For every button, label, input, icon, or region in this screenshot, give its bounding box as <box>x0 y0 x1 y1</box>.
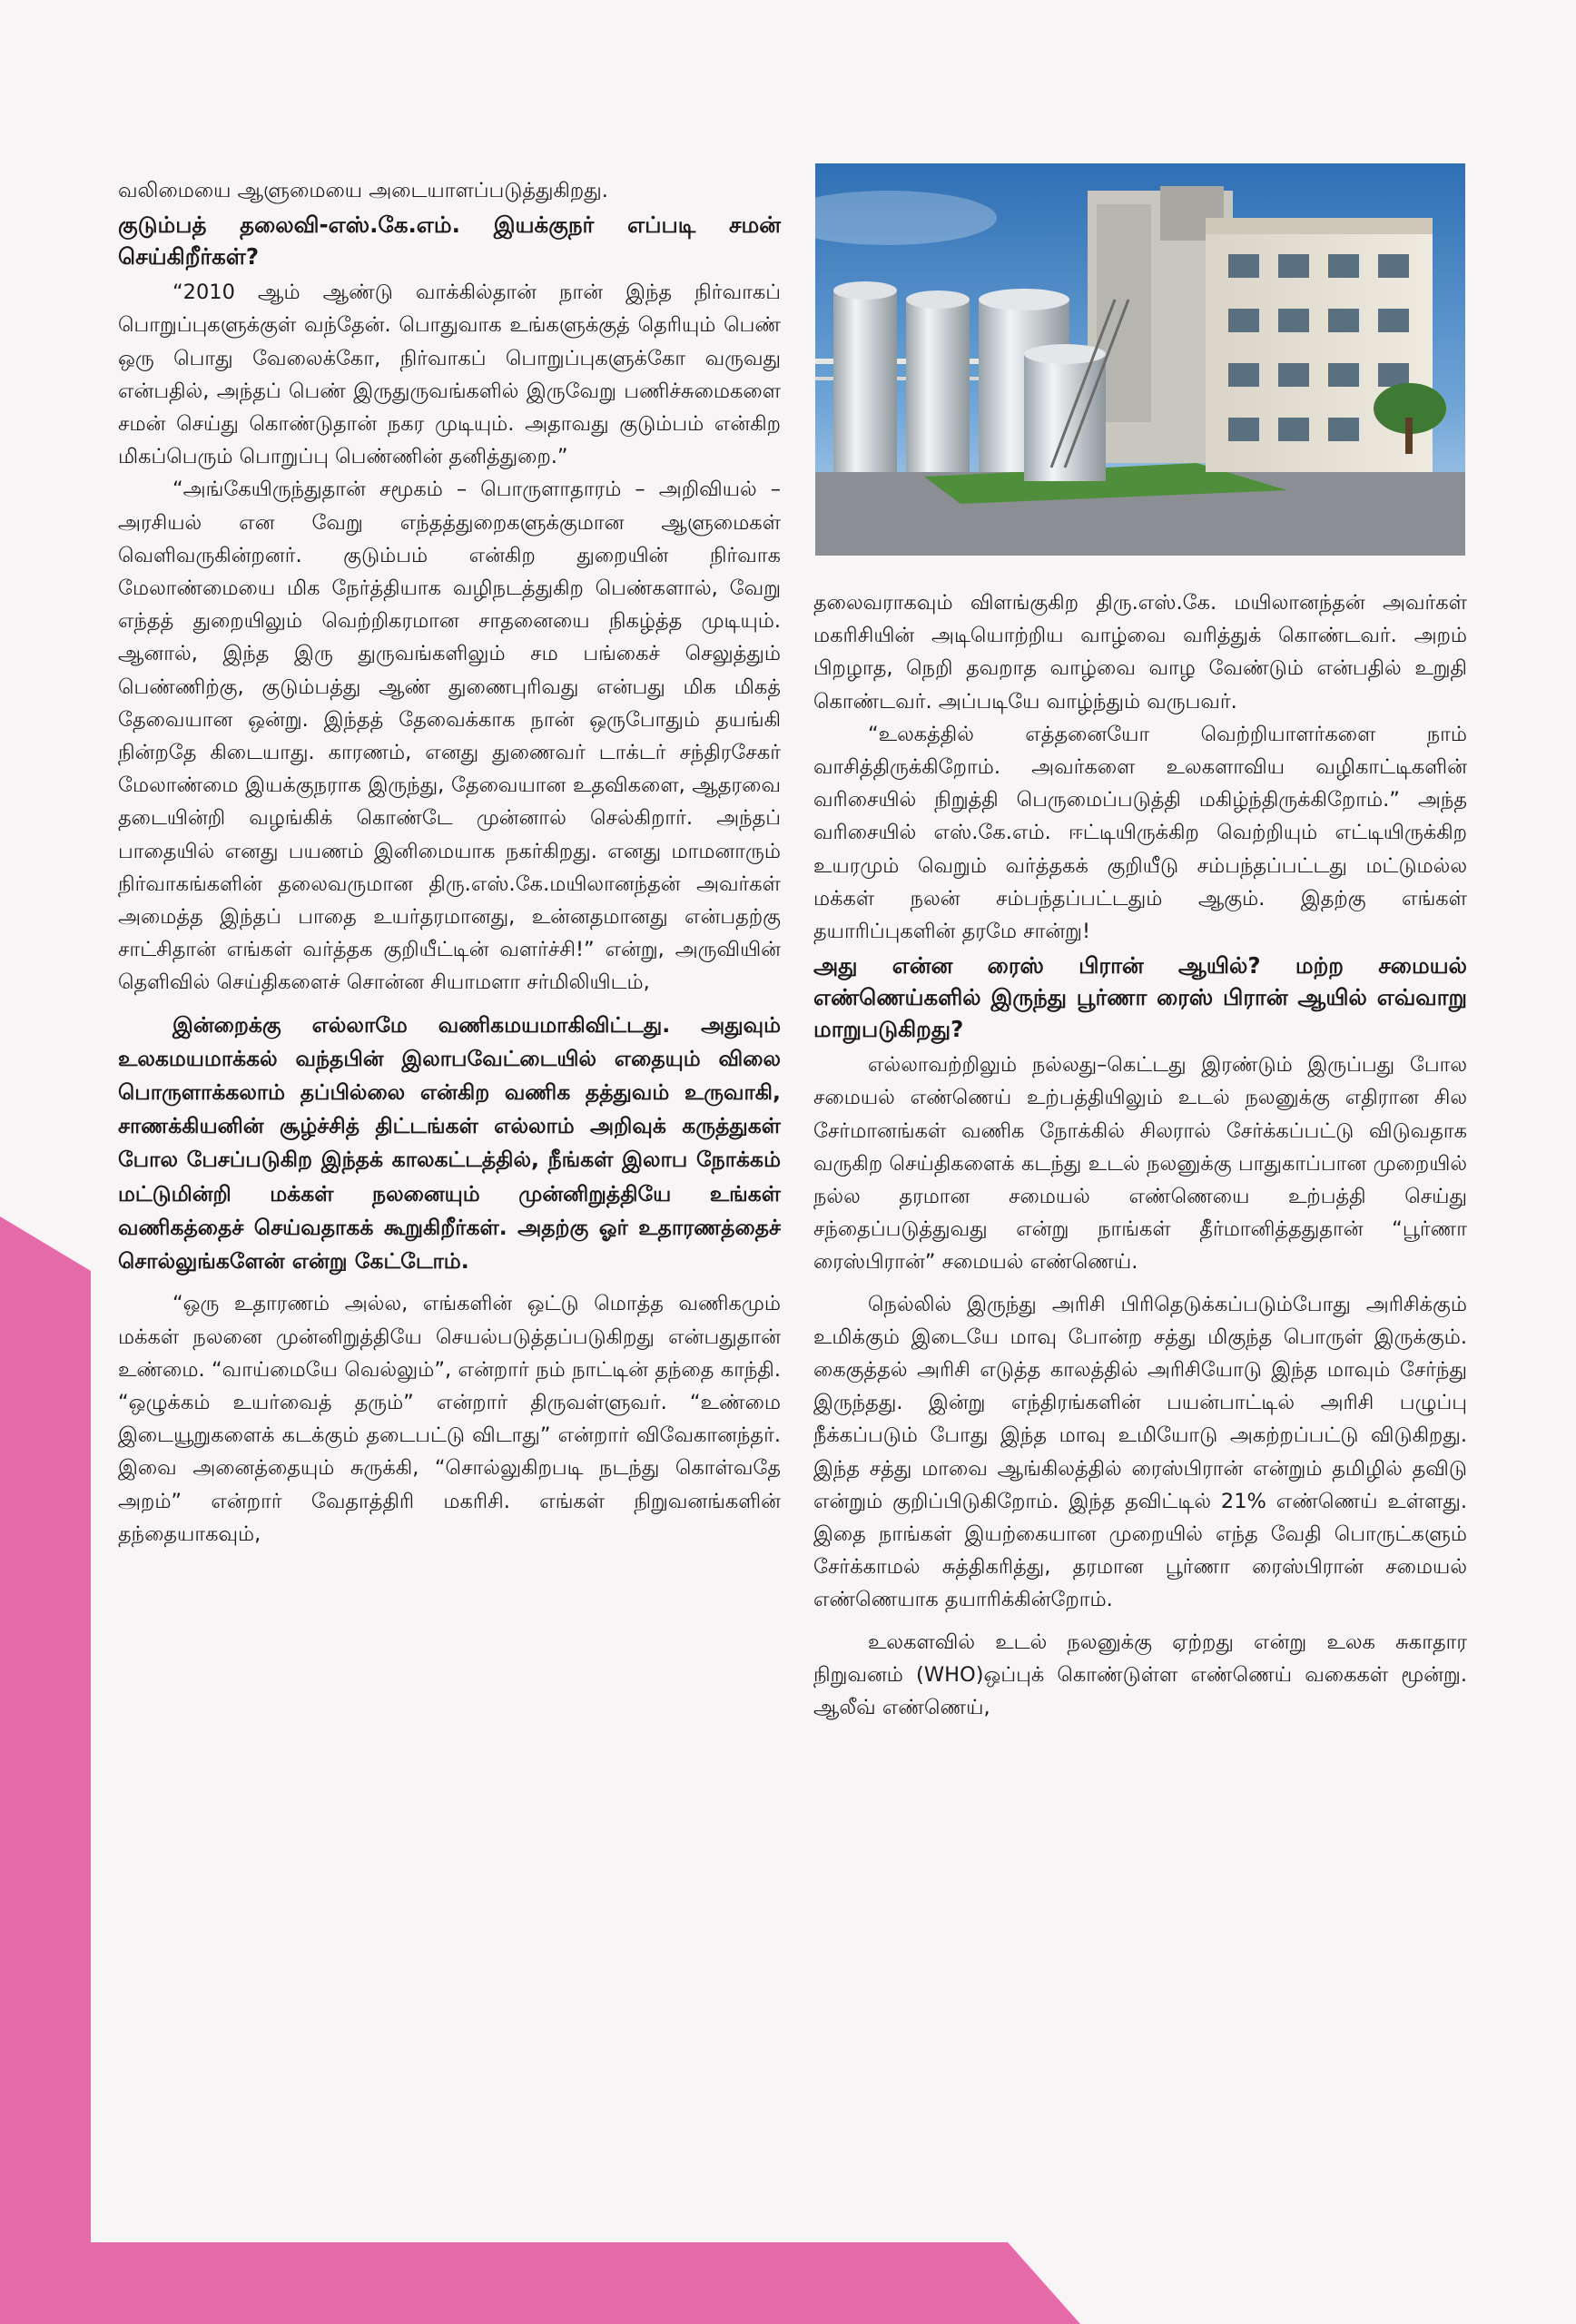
question-balance: குடும்பத் தலைவி-எஸ்.கே.எம். இயக்குநர் எப்படி சமன் செய்கிறீர்கள்? <box>118 212 781 271</box>
pink-bottom-band <box>0 2242 1080 2324</box>
right-column <box>813 586 1467 1724</box>
paragraph-right-3: எல்லாவற்றிலும் நல்லது–கெட்டது இரண்டும் இருப்பது போல சமையல் எண்ணெய் உற்பத்தியிலும் உடல் நலனுக்கு எதிரான சில சேர்மானங்கள் வணிக நோக்கில் சிலரால் சேர்க்கப்பட்டு விடுவதாக வருகிற செய்திகளைக் கடந்து உடல் நலனுக்கு பாதுகாப்பான முறையில் நல்ல தரமான சமையல் எண்ணெயை உற்பத்தி செய்து சந்தைப்படுத்துவது என்று நாங்கள் தீர்மானித்ததுதான் “பூர்ணா ரைஸ்பிரான்” சமையல் எண்ணெய். <box>813 1053 1467 1275</box>
paragraph-right-2: “உலகத்தில் எத்தனையோ வெற்றியாளர்களை நாம் வாசித்திருக்கிறோம். அவர்களை உலகளாவிய வழிகாட்டிகளின் வரிசையில் நிறுத்தி பெருமைப்படுத்தி மகிழ்ந்திருக்கிறோம்.” அந்த வரிசையில் எஸ்.கே.எம். ஈட்டியிருக்கிற வெற்றியும் எட்டியிருக்கிற உயரமும் வெறும் வர்த்தகக் குறியீடு சம்பந்தப்பட்டது மட்டுமல்ல மக்கள் நலன் சம்பந்தப்பட்டதும் ஆகும். இதற்கு எங்கள் தயாரிப்புகளின் தரமே சான்று! <box>813 722 1467 944</box>
paragraph-right-4: நெல்லில் இருந்து அரிசி பிரிதெடுக்கப்படும்போது அரிசிக்கும் உமிக்கும் இடையே மாவு போன்ற சத்து மிகுந்த பொருள் இருக்கும். கைகுத்தல் அரிசி எடுத்த காலத்தில் அரிசியோடு இந்த மாவும் சேர்ந்து இருந்தது. இன்று எந்திரங்களின் பயன்பாட்டில் அரிசி பழுப்பு நீக்கப்படும் போது இந்த மாவு உமியோடு அகற்றப்பட்டு விடுகிறது. இந்த சத்து மாவை ஆங்கிலத்தில் ரைஸ்பிரான் என்றும் தமிழில் தவிடு என்றும் குறிப்பிடுகிறோம். இந்த தவிட்டில் 21% எண்ணெய் உள்ளது. இதை நாங்கள் இயற்கையான முறையில் எந்த வேதி பொருட்களும் சேர்க்காமல் சுத்திகரித்து, தரமான பூர்ணா ரைஸ்பிரான் சமையல் எண்ணெயாக தயாரிக்கின்றோம். <box>813 1292 1467 1612</box>
question-rice-bran: அது என்ன ரைஸ் பிரான் ஆயில்? மற்ற சமையல் எண்ணெய்களில் இருந்து பூர்ணா ரைஸ் பிரான் ஆயில் எவ்வாறு மாறுபடுகிறது? <box>813 952 1467 1043</box>
paragraph-right-1: தலைவராகவும் விளங்குகிற திரு.எஸ்.கே. மயிலானந்தன் அவர்கள் மகரிசியின் அடியொற்றிய வாழ்வை வரித்துக் கொண்டவர். அறம் பிறழாத, நெறி தவறாத வாழ்வை வாழ வேண்டும் என்பதில் உறுதி கொண்டவர். அப்படியே வாழ்ந்தும் வருபவர். <box>813 591 1467 714</box>
paragraph-answer-2: “அங்கேயிருந்துதான் சமூகம் – பொருளாதாரம் – அறிவியல் – அரசியல் என வேறு எந்தத்துறைகளுக்குமான ஆளுமைகள் வெளிவருகின்றனர். குடும்பம் என்கிற துறையின் நிர்வாக மேலாண்மையை மிக நேர்த்தியாக வழிநடத்துகிற பெண்களால், வேறு எந்தத் துறையிலும் வெற்றிகரமான சாதனையை நிகழ்த்த முடியும். ஆனால், இந்த இரு துருவங்களிலும் சம பங்கைச் செலுத்தும் பெண்ணிற்கு, குடும்பத்து ஆண் துணைபுரிவது என்பது மிக மிகத் தேவையான ஒன்று. இந்தத் தேவைக்காக நான் ஒருபோதும் தயங்கி நின்றதே கிடையாது. காரணம், எனது துணைவர் டாக்டர் சந்திரசேகர் மேலாண்மை இயக்குநராக இருந்து, தேவையான உதவிகளை, ஆதரவை தடையின்றி வழங்கிக் கொண்டே முன்னால் செல்கிறார். அந்தப் பாதையில் எனது பயணம் இனிமையாக நகர்கிறது. எனது மாமனாரும் நிர்வாகங்களின் தலைவருமான திரு.எஸ்.கே.மயிலானந்தன் அவர்கள் அமைத்த இந்தப் பாதை உயர்தரமானது, உன்னதமானது என்பதற்கு சாட்சிதான் எங்கள் வர்த்தக குறியீட்டின் வளர்ச்சி!” என்று, அருவியின் தெளிவில் செய்திகளைச் சொன்ன சியாமளா சர்மிலியிடம், <box>118 478 781 995</box>
paragraph-intro: வலிமையை ஆளுமையை அடையாளப்படுத்துகிறது. <box>118 179 608 202</box>
left-column <box>118 174 781 1551</box>
pink-side-band <box>0 1216 91 2324</box>
paragraph-answer-1: “2010 ஆம் ஆண்டு வாக்கில்தான் நான் இந்த நிர்வாகப் பொறுப்புகளுக்குள் வந்தேன். பொதுவாக உங்களுக்குத் தெரியும் பெண் ஒரு பொது வேலைக்கோ, நிர்வாகப் பொறுப்புகளுக்கோ வருவது என்பதில், அந்தப் பெண் இருதுருவங்களில் இருவேறு பணிச்சுமைகளை சமன் செய்து கொண்டுதான் நகர முடியும். அதாவது குடும்பம் என்கிற மிகப்பெரும் பொறுப்பு பெண்ணின் தனித்துறை.” <box>118 281 781 469</box>
paragraph-answer-3: “ஒரு உதாரணம் அல்ல, எங்களின் ஒட்டு மொத்த வணிகமும் மக்கள் நலனை முன்னிறுத்தியே செயல்படுத்தப்படுகிறது என்பதுதான் உண்மை. “வாய்மையே வெல்லும்”, என்றார் நம் நாட்டின் தந்தை காந்தி. “ஒழுக்கம் உயர்வைத் தரும்” என்றார் திருவள்ளுவர். “உண்மை இடையூறுகளைக் கடக்கும் தடைபட்டு விடாது” என்றார் விவேகானந்தர். இவை அனைத்தையும் சுருக்கி, “சொல்லுகிறபடி நடந்து கொள்வதே அறம்” என்றார் வேதாத்திரி மகரிசி. எங்கள் நிறுவனங்களின் தந்தையாகவும், <box>118 1292 781 1546</box>
paragraph-right-5: உலகளவில் உடல் நலனுக்கு ஏற்றது என்று உலக சுகாதார நிறுவனம் (WHO)ஒப்புக் கொண்டுள்ள எண்ணெய் வகைகள் மூன்று. ஆலீவ் எண்ணெய், <box>813 1630 1467 1720</box>
question-commerce: இன்றைக்கு எல்லாமே வணிகமயமாகிவிட்டது. அதுவும் உலகமயமாக்கல் வந்தபின் இலாபவேட்டையில் எதையும் விலை பொருளாக்கலாம் தப்பில்லை என்கிற வணிக தத்துவம் உருவாகி, சாணக்கியனின் சூழ்ச்சித் திட்டங்கள் எல்லாம் அறிவுக் கருத்துகள் போல பேசப்படுகிற இந்தக் காலகட்டத்தில், நீங்கள் இலாப நோக்கம் மட்டுமின்றி மக்கள் நலனையும் முன்னிறுத்தியே உங்கள் வணிகத்தைச் செய்வதாகக் கூறுகிறீர்கள். அதற்கு ஓர் உதாரணத்தைச் சொல்லுங்களேன் என்று கேட்டோம். <box>118 1011 781 1275</box>
factory-photo <box>815 163 1465 556</box>
